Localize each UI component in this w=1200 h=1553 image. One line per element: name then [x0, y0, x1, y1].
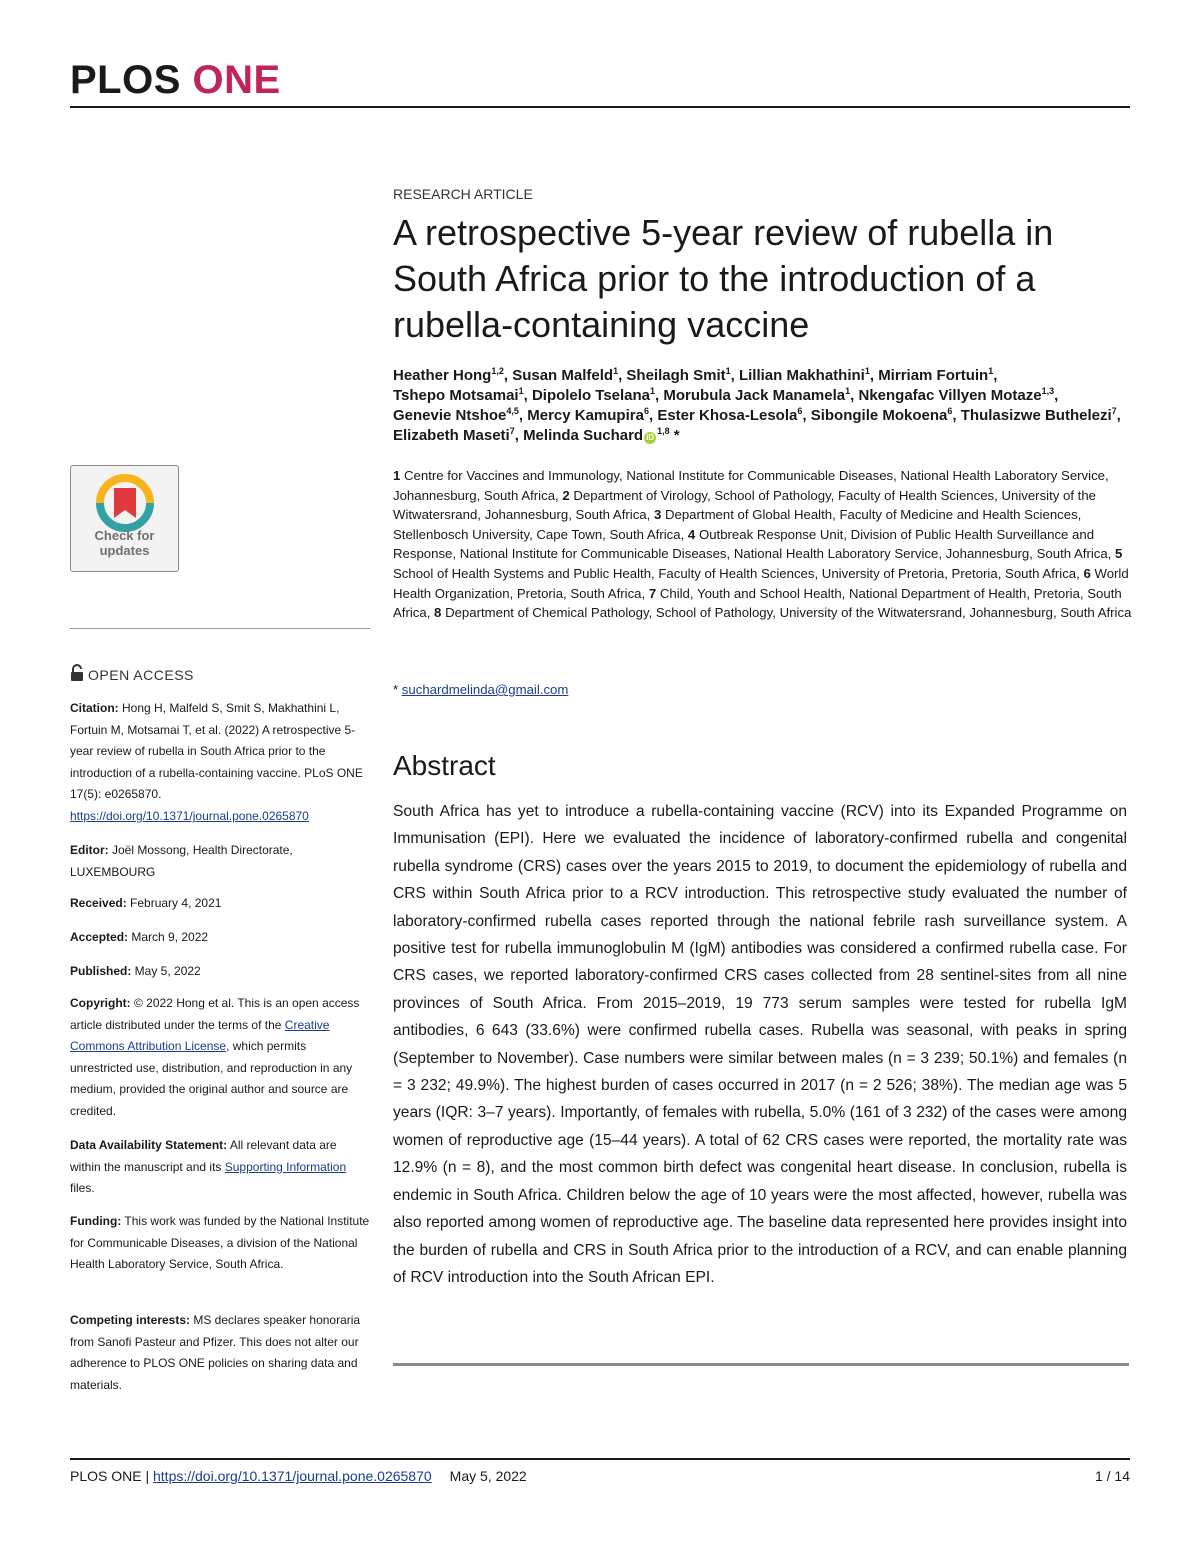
author-affiliation-marker: 6: [643, 406, 649, 416]
copyright-text-2: , which permits unrestricted use, distribution, and reproduction in any medium, provided the original author and source are credited.: [70, 1039, 353, 1118]
author-name: Morubula Jack Manamela: [663, 387, 846, 404]
author: [393, 407, 527, 424]
competing-interests-block: [70, 1310, 370, 1396]
received-text: February 4, 2021: [126, 896, 222, 910]
funding-text: This work was funded by the National Institute for Communicable Diseases, a division of the National Health Laboratory Service, South Africa.: [70, 1214, 370, 1272]
affiliation-number: 5: [1115, 546, 1123, 562]
author-affiliation-marker: 1: [650, 386, 656, 396]
check-for-updates-label: [71, 528, 178, 558]
author-name: Heather Hong: [393, 367, 492, 384]
corresponding-email-line: [393, 682, 568, 697]
author-affiliation-marker: 6: [797, 406, 803, 416]
author-name: Genevie Ntshoe: [393, 407, 507, 424]
journal-logo: [70, 56, 281, 104]
affiliation-number: 1: [393, 468, 401, 483]
page-number: 1 / 14: [1094, 1468, 1130, 1484]
author-affiliation-marker: 1,2: [491, 366, 504, 376]
author-separator: ,: [993, 367, 998, 384]
author: [532, 387, 663, 404]
citation-block: [70, 698, 370, 828]
author-separator: ,: [1116, 407, 1121, 424]
author-separator: ,: [802, 407, 811, 424]
author-name: Sheilagh Smit: [626, 367, 726, 384]
affiliation-number: 3: [653, 507, 662, 523]
affiliation-text: Centre for Vaccines and Immunology, National Institute for Communicable Diseases, National Health Laboratory Service, Johannesburg, South Africa,: [393, 468, 1109, 503]
author-affiliation-marker: 1: [725, 366, 731, 376]
affiliation-text: World Health Organization, Pretoria, South Africa,: [393, 565, 1129, 601]
abstract-text: South Africa has yet to introduce a rubella-containing vaccine (RCV) into its Expanded Programme on Immunisation (EPI). Here we evaluated the incidence of laboratory-confirmed rubella and congenital rubella syndrome (CRS) cases over the years 2015 to 2019, to document the epidemiology of rubella and CRS within South Africa prior to a RCV introduction. This retrospective study evaluated the number of laboratory-confirmed rubella cases reported through the national febrile rash surveillance system. A positive test for rubella immunoglobulin M (IgM) antibodies was considered a confirmed rubella case. For CRS cases, we reported laboratory-confirmed CRS cases collected from 28 sentinel-sites from all nine provinces of South Africa. From 2015–2019, 19 773 serum samples were tested for rubella IgM antibodies, 6 643 (33.6%) were confirmed rubella cases. Rubella was seasonal, with peaks in spring (September to November). Case numbers were similar between males (n = 3 239; 50.1%) and females (n = 3 232; 49.9%). The highest burden of cases occurred in 2017 (n = 2 526; 38%). The median age was 5 years (IQR: 3–7 years). Importantly, of females with rubella, 5.0% (161 of 3 232) of the cases were among women of reproductive age (15–44 years). A total of 62 CRS cases were reported, the mortality rate was 12.9% (n = 8), and the most common birth defect was congenital heart disease. In conclusion, rubella is endemic in South Africa. Children below the age of 10 years were the most affected, however, rubella was also reported among women of reproductive age. The baseline data represented here provides insight into the burden of rubella and CRS in South Africa prior to the introduction of a RCV, and can enable planning of RCV introduction into the South African EPI.: [393, 803, 1127, 1286]
funding-label: Funding:: [70, 1214, 122, 1228]
author: [878, 367, 997, 384]
abstract-rule: [393, 1363, 1129, 1366]
author-name: Thulasizwe Buthelezi: [960, 407, 1112, 424]
open-access-label: [70, 664, 194, 685]
editor-text: Joël Mossong, Health Directorate, LUXEMBOURG: [70, 843, 293, 879]
author-affiliation-marker: 1,8: [657, 426, 670, 436]
published-block: [70, 961, 370, 983]
affiliation-number: 6: [1083, 565, 1091, 581]
affiliation-text: Child, Youth and School Health, National Department of Health, Pretoria, South Africa,: [393, 585, 1122, 621]
author-affiliation-marker: 1: [518, 386, 524, 396]
affiliation-number: 2: [562, 487, 570, 503]
author-separator: ,: [618, 367, 627, 384]
author-separator: ,: [514, 427, 524, 444]
received-label: Received:: [70, 896, 127, 910]
supporting-information-link[interactable]: Supporting Information: [224, 1159, 347, 1174]
author-name: Nkengafac Villyen Motaze: [858, 387, 1042, 404]
author-separator: ,: [730, 367, 739, 384]
affiliation-text: Outbreak Response Unit, Division of Public Health Surveillance and Response, National Institute for Communicable Diseases, National Health Laboratory Service, Johannesburg, South Africa,: [393, 526, 1116, 562]
data-availability-label: Data Availability Statement:: [70, 1138, 228, 1152]
accepted-block: [70, 927, 370, 949]
author-name: Elizabeth Maseti: [393, 427, 510, 444]
author-name: Tshepo Motsamai: [393, 387, 519, 404]
author-separator: ,: [850, 387, 859, 404]
author-name: Melinda Suchard: [523, 427, 644, 444]
author-name: Susan Malfeld: [512, 367, 614, 384]
author-name: Dipolelo Tselana: [531, 387, 651, 404]
published-label: Published:: [70, 964, 132, 978]
data-availability-text-1: All relevant data are within the manuscript and its: [70, 1138, 337, 1174]
author-affiliation-marker: 1: [613, 366, 619, 376]
data-availability-text-2: files.: [70, 1181, 95, 1196]
author: [527, 407, 657, 424]
author: [393, 367, 512, 384]
editor-label: Editor:: [70, 843, 109, 857]
affiliation-number: 8: [434, 605, 442, 621]
author: [393, 387, 532, 404]
copyright-label: Copyright:: [70, 996, 131, 1010]
author: [663, 387, 858, 404]
author-separator: ,: [503, 367, 513, 384]
author: [961, 407, 1121, 424]
corresponding-star: *: [393, 682, 402, 697]
author-separator: ,: [869, 367, 879, 384]
journal-name-part1: PLOS: [70, 58, 193, 102]
author-name: Ester Khosa-Lesola: [657, 407, 798, 424]
badge-line-2: updates: [99, 543, 150, 558]
badge-line-1: Check for: [94, 528, 155, 543]
author-affiliation-marker: 1: [845, 386, 851, 396]
affiliation-text: Department of Chemical Pathology, School of Pathology, University of the Witwatersrand, Johannesburg, South Africa: [445, 605, 1132, 621]
author-affiliation-marker: 4,5: [506, 406, 519, 416]
citation-label: Citation:: [70, 701, 119, 715]
author-affiliation-marker: 6: [947, 406, 953, 416]
affiliation-number: 4: [687, 526, 696, 542]
affiliation-text: Department of Virology, School of Pathology, Faculty of Health Sciences, University of the Witwatersrand, Johannesburg, South Africa,: [393, 487, 1097, 523]
citation-text: Hong H, Malfeld S, Smit S, Makhathini L, Fortuin M, Motsamai T, et al. (2022) A retrospective 5-year review of rubella in South Africa prior to the introduction of a rubella-containing vaccine. PLoS ONE 17(5): e0265870.: [70, 701, 363, 802]
author-affiliation-marker: 7: [1111, 406, 1117, 416]
received-block: [70, 893, 370, 915]
affiliation-text: School of Health Systems and Public Health, Faculty of Health Sciences, University of Pretoria, Pretoria, South Africa,: [393, 565, 1084, 581]
published-text: May 5, 2022: [131, 964, 201, 978]
author-separator: ,: [523, 387, 532, 404]
header-rule: [70, 106, 1130, 108]
author-list: [393, 366, 1133, 446]
footer-rule: [70, 1458, 1130, 1460]
footer-journal: PLOS ONE |: [70, 1468, 153, 1484]
accepted-label: Accepted:: [70, 930, 129, 944]
competing-label: Competing interests:: [70, 1313, 191, 1327]
author-separator: ,: [518, 407, 528, 424]
license-link[interactable]: Creative Commons Attribution License: [70, 1017, 330, 1054]
author-separator: ,: [952, 407, 961, 424]
funding-block: [70, 1211, 370, 1276]
check-for-updates-icon: [96, 474, 154, 532]
accepted-text: March 9, 2022: [128, 930, 209, 944]
affiliation-text: Department of Global Health, Faculty of Medicine and Health Sciences, Stellenbosch University, Cape Town, South Africa,: [393, 507, 1082, 542]
author-name: Mercy Kamupira: [527, 407, 644, 424]
competing-text: MS declares speaker honoraria from Sanofi Pasteur and Pfizer. This does not alter our adherence to PLOS ONE policies on sharing data and materials.: [70, 1313, 361, 1392]
orcid-icon[interactable]: iD: [646, 433, 655, 442]
sidebar-rule: [70, 628, 370, 629]
author: [739, 367, 878, 384]
open-access-text: OPEN ACCESS: [88, 667, 194, 683]
open-lock-icon: [70, 664, 84, 685]
copyright-block: [70, 993, 370, 1123]
author: [811, 407, 961, 424]
author-affiliation-marker: 1: [988, 366, 994, 376]
editor-block: [70, 840, 370, 883]
footer: [70, 1468, 527, 1484]
author-separator: ,: [655, 387, 664, 404]
journal-name-part2: ONE: [192, 58, 281, 102]
author-name: Mirriam Fortuin: [878, 367, 989, 384]
author: [626, 367, 739, 384]
author-affiliation-marker: 1,3: [1041, 386, 1055, 396]
affiliation-number: 7: [648, 585, 657, 601]
footer-date: May 5, 2022: [449, 1468, 527, 1484]
author: [657, 407, 810, 424]
author: [858, 387, 1058, 404]
article-type: RESEARCH ARTICLE: [393, 186, 533, 202]
author-name: Sibongile Mokoena: [810, 407, 948, 424]
author-separator: ,: [1054, 387, 1059, 404]
article-title: A retrospective 5-year review of rubella in South Africa prior to the introduction of a rubella-containing vaccine: [393, 212, 1054, 345]
author: [512, 367, 626, 384]
author-name: Lillian Makhathini: [738, 367, 865, 384]
affiliations: [393, 466, 1133, 623]
footer-doi-link[interactable]: https://doi.org/10.1371/journal.pone.0265870: [153, 1468, 432, 1484]
author-separator: *: [669, 427, 680, 444]
author-affiliation-marker: 1: [864, 366, 870, 376]
abstract-heading: Abstract: [393, 750, 496, 781]
copyright-text-1: © 2022 Hong et al. This is an open access article distributed under the terms of the: [70, 996, 360, 1032]
author-affiliation-marker: 7: [509, 426, 515, 436]
check-for-updates-badge[interactable]: [70, 465, 179, 572]
author-separator: ,: [648, 407, 658, 424]
corresponding-email-link[interactable]: suchardmelinda@gmail.com: [401, 682, 569, 697]
data-availability-block: [70, 1135, 370, 1200]
author: [523, 427, 680, 444]
author: [393, 427, 523, 444]
citation-doi-link[interactable]: https://doi.org/10.1371/journal.pone.0265870: [70, 808, 309, 823]
